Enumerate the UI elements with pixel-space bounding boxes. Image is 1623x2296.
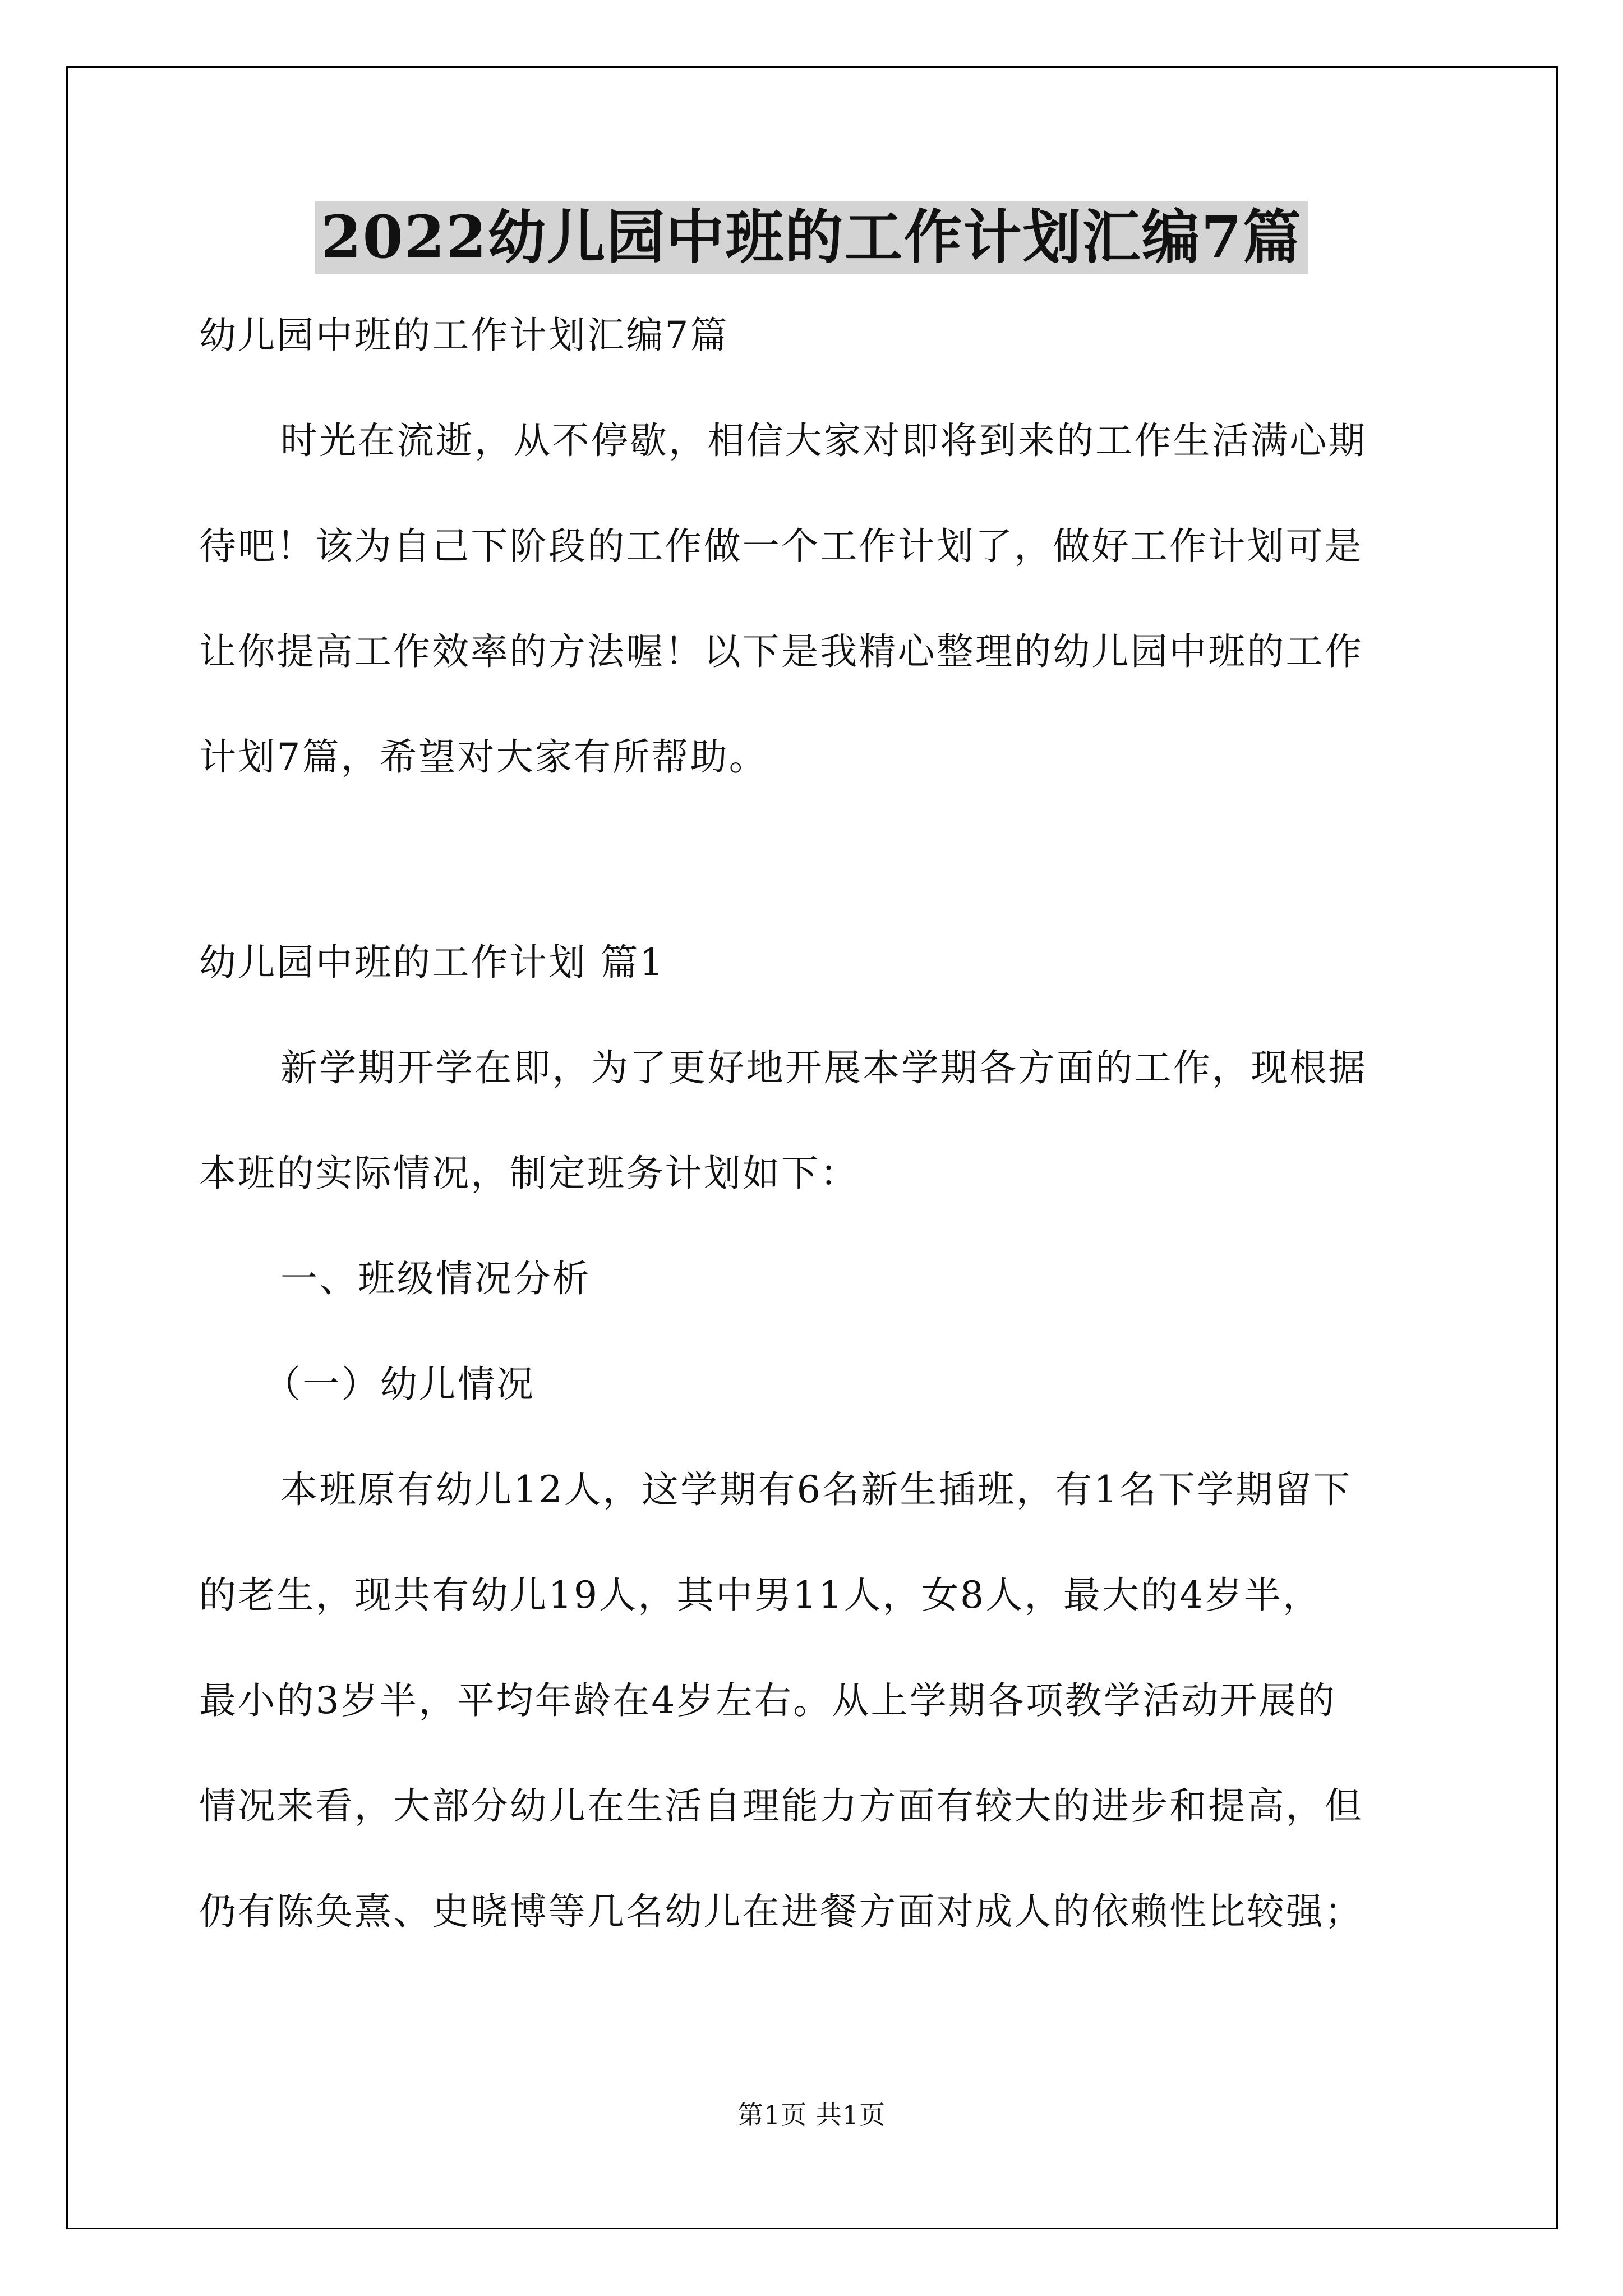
body-line: 的老生，现共有幼儿19人，其中男11人，女8人，最大的4岁半， [199, 1573, 1322, 1617]
intro-line: 时光在流逝，从不停歇，相信大家对即将到来的工作生活满心期 [280, 419, 1367, 462]
body-line: 仍有陈奂熹、史晓博等几名幼儿在进餐方面对成人的依赖性比较强； [199, 1890, 1363, 1933]
section-intro-line: 本班的实际情况，制定班务计划如下： [199, 1152, 859, 1195]
document-subtitle: 幼儿园中班的工作计划汇编7篇 [199, 314, 729, 357]
document-title-text: 2022幼儿园中班的工作计划汇编7篇 [315, 201, 1308, 274]
intro-line: 让你提高工作效率的方法喔！以下是我精心整理的幼儿园中班的工作 [199, 630, 1363, 673]
page-footer: 第1页 共1页 [737, 2100, 886, 2130]
intro-line: 计划7篇，希望对大家有所帮助。 [199, 735, 768, 779]
heading-children-situation: （一）幼儿情况 [264, 1363, 536, 1406]
intro-line: 待吧！该为自己下阶段的工作做一个工作计划了，做好工作计划可是 [199, 524, 1363, 568]
body-line: 最小的3岁半，平均年龄在4岁左右。从上学期各项教学活动开展的 [199, 1679, 1336, 1722]
heading-class-analysis: 一、班级情况分析 [280, 1257, 591, 1300]
body-line: 本班原有幼儿12人，这学期有6名新生插班，有1名下学期留下 [280, 1468, 1352, 1511]
body-line: 情况来看，大部分幼儿在生活自理能力方面有较大的进步和提高，但 [199, 1784, 1363, 1828]
section-intro-line: 新学期开学在即，为了更好地开展本学期各方面的工作，现根据 [280, 1046, 1367, 1089]
document-title [0, 201, 1623, 274]
section-heading: 幼儿园中班的工作计划 篇1 [199, 941, 665, 984]
